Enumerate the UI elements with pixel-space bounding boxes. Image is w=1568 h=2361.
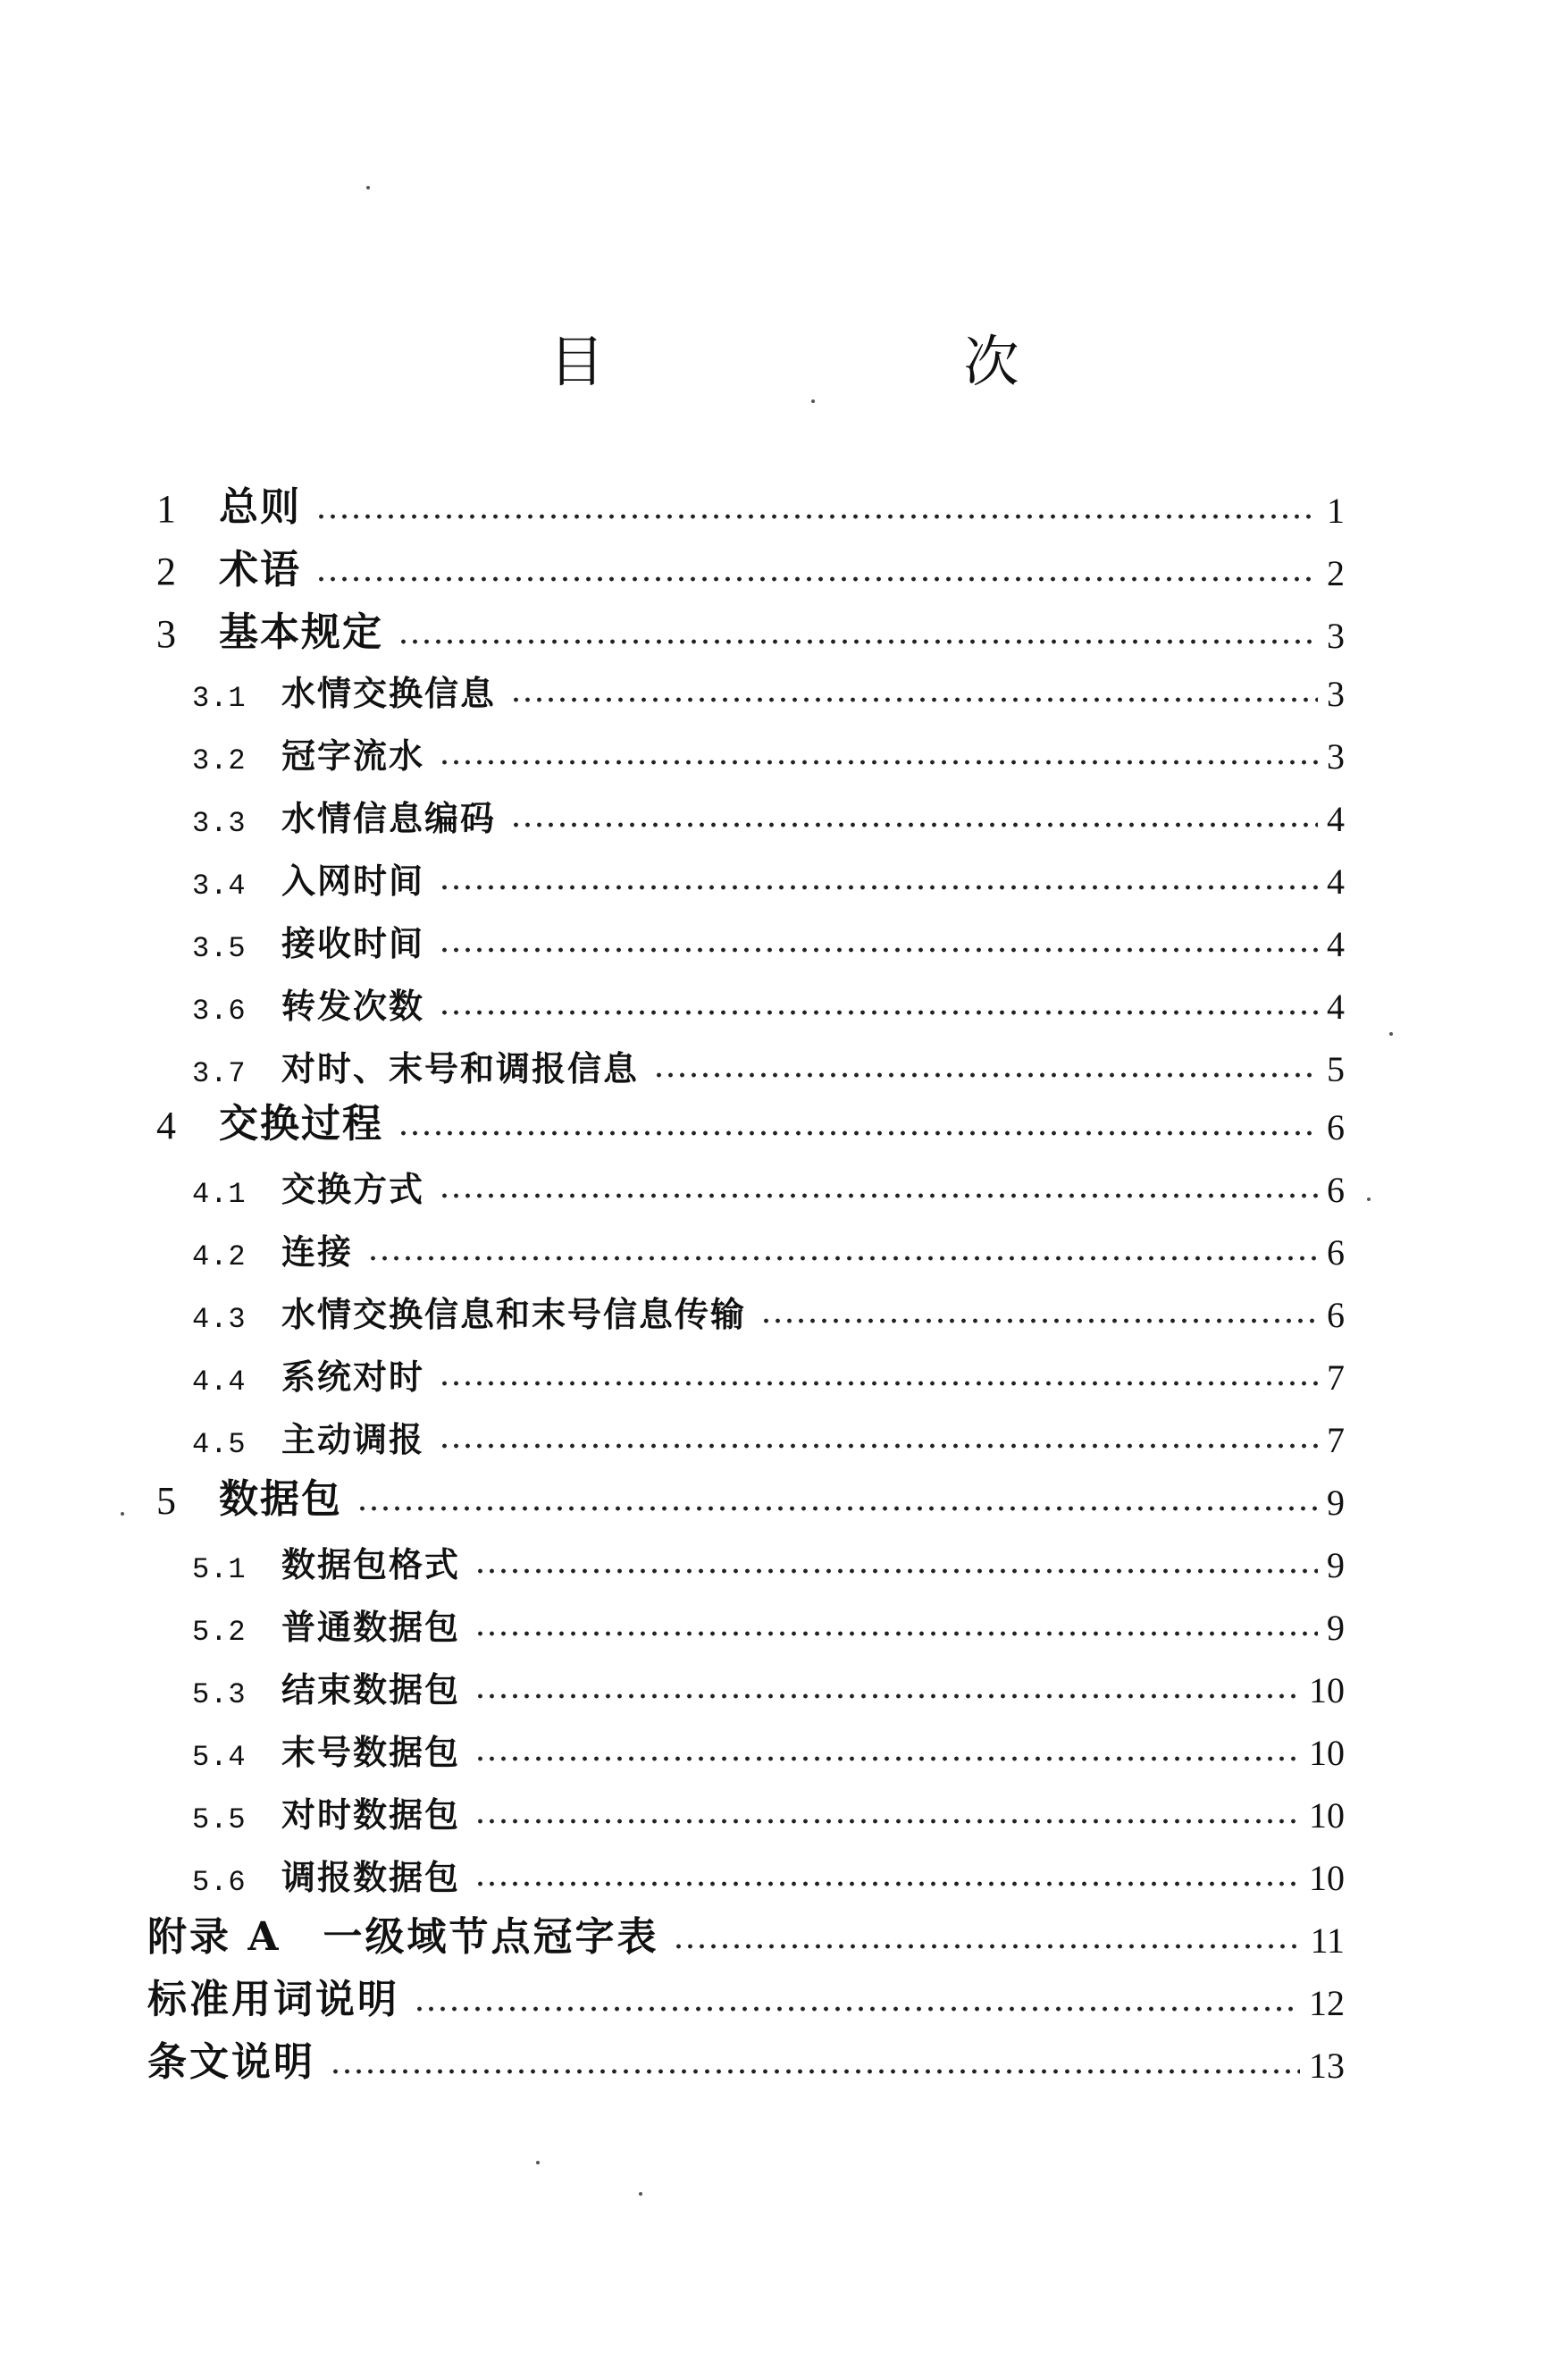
toc-entry-label: 对时、末号和调报信息 [281,1048,640,1088]
toc-entry[interactable] [156,1095,1345,1148]
toc-entry-number: 5.5 [192,1803,247,1836]
dot-leader [398,1127,1318,1139]
toc-entry-page-number: 6 [1327,1170,1345,1210]
toc-entry-number: 3.3 [192,807,247,840]
dot-leader [315,573,1318,585]
toc-entry-number: 1 [156,487,176,531]
toc-entry[interactable] [156,478,1345,532]
toc-entry-number: 5 [156,1479,176,1523]
scan-speck [536,2161,540,2164]
scan-speck [366,186,370,189]
toc-entry-page-number: 5 [1327,1049,1345,1089]
dot-leader [760,1315,1318,1327]
toc-entry-number: 3.6 [192,995,247,1028]
toc-entry-label: 连接 [281,1231,354,1272]
toc-entry-label: 水情交换信息 [281,673,497,713]
toc-entry-label: 冠字流水 [281,735,425,776]
toc-entry-number: 4.3 [192,1303,247,1336]
toc-entry-number: 3.1 [192,682,247,715]
toc-entry-page-number: 10 [1309,1733,1345,1773]
toc-entry[interactable] [192,1720,1345,1774]
toc-entry-label: 水情信息编码 [281,798,497,838]
dot-leader [356,1502,1318,1515]
toc-entry-label: 交换过程 [219,1101,383,1147]
toc-entry-label: 结束数据包 [281,1669,461,1710]
dot-leader [439,1189,1318,1202]
toc-entry-label: 对时数据包 [281,1794,461,1835]
dot-leader [414,2003,1300,2015]
toc-entry-label: 入网时间 [281,861,425,901]
toc-entry-label: 水情交换信息和末号信息传输 [281,1294,747,1334]
dot-leader [474,1690,1300,1702]
toc-entry-number: 3.4 [192,870,247,903]
toc-entry-page-number: 12 [1309,1983,1345,2023]
dot-leader [474,1878,1300,1890]
toc-entry[interactable] [192,1533,1345,1586]
toc-entry-page-number: 3 [1327,616,1345,656]
toc-entry[interactable] [192,724,1345,777]
toc-entry[interactable] [192,1783,1345,1836]
toc-entry-number: 5.3 [192,1678,247,1711]
toc-entry-label: 标准用词说明 [147,1977,399,2022]
toc-entry-label: 术语 [219,547,301,592]
toc-entry-number: 3.2 [192,744,247,777]
scan-speck [1389,1032,1393,1036]
toc-entry-page-number: 4 [1327,861,1345,902]
toc-entry[interactable] [147,1970,1345,2024]
toc-entry-number: 3.7 [192,1057,247,1090]
toc-entry[interactable] [192,1157,1345,1211]
dot-leader [474,1627,1318,1640]
toc-entry-label: 交换方式 [281,1169,425,1209]
toc-entry[interactable] [147,1908,1345,1962]
toc-entry-page-number: 2 [1327,553,1345,593]
toc-entry[interactable] [192,1037,1345,1090]
dot-leader [474,1752,1300,1765]
toc-entry[interactable] [156,541,1345,594]
toc-entry-page-number: 4 [1327,799,1345,839]
dot-leader [474,1565,1318,1577]
toc-entry-label: 末号数据包 [281,1732,461,1772]
toc-entry-number: 4.5 [192,1428,247,1461]
toc-entry-number: 3.5 [192,932,247,965]
toc-entry-page-number: 11 [1310,1920,1345,1961]
toc-entry-page-number: 1 [1327,491,1345,531]
dot-leader [439,881,1318,894]
dot-leader [510,693,1318,706]
toc-entry-number: 4.2 [192,1240,247,1273]
toc-entry[interactable] [192,974,1345,1028]
toc-entry-page-number: 3 [1327,674,1345,714]
page-title: 目 次 [549,329,1171,394]
toc-entry[interactable] [192,786,1345,840]
dot-leader [653,1069,1318,1081]
toc-entry-page-number: 10 [1309,1795,1345,1836]
dot-leader [439,1377,1318,1390]
toc-entry-page-number: 10 [1309,1670,1345,1710]
dot-leader [439,1006,1318,1019]
toc-entry-number: 5.1 [192,1553,247,1586]
dot-leader [367,1252,1318,1265]
dot-leader [398,635,1318,648]
toc-entry-number: 5.2 [192,1616,247,1649]
dot-leader [474,1815,1300,1827]
toc-entry-page-number: 6 [1327,1232,1345,1273]
toc-entry-label: 附录 A 一级域节点冠字表 [147,1914,659,1960]
toc-entry[interactable] [192,1345,1345,1399]
toc-entry[interactable] [192,849,1345,903]
toc-entry-label: 转发次数 [281,986,425,1026]
dot-leader [315,510,1318,523]
toc-entry-page-number: 4 [1327,987,1345,1027]
toc-entry-label: 主动调报 [281,1419,425,1459]
toc-entry-number: 5.4 [192,1741,247,1774]
toc-entry[interactable] [192,1407,1345,1461]
toc-entry[interactable] [192,912,1345,965]
toc-entry[interactable] [156,603,1345,657]
toc-entry[interactable] [192,661,1345,715]
toc-entry[interactable] [192,1845,1345,1899]
toc-entry-label: 基本规定 [219,609,383,655]
toc-entry-number: 4.1 [192,1178,247,1211]
dot-leader [439,756,1318,769]
toc-entry-label: 普通数据包 [281,1607,461,1647]
scan-speck [121,1512,124,1516]
toc-entry-number: 3 [156,612,176,656]
toc-entry-page-number: 13 [1309,2046,1345,2086]
toc-entry-page-number: 9 [1327,1545,1345,1585]
toc-entry-page-number: 6 [1327,1107,1345,1147]
toc-entry-number: 5.6 [192,1866,247,1899]
toc-entry-page-number: 3 [1327,736,1345,777]
toc-entry-label: 总则 [219,484,301,530]
toc-entry-label: 接收时间 [281,923,425,963]
toc-entry-label: 条文说明 [147,2039,315,2085]
toc-entry-label: 调报数据包 [281,1857,461,1897]
toc-entry-label: 数据包格式 [281,1544,461,1584]
toc-entry-label: 系统对时 [281,1357,425,1397]
toc-entry-number: 2 [156,550,176,593]
toc-entry-page-number: 4 [1327,924,1345,964]
scan-speck [1367,1197,1371,1201]
dot-leader [330,2065,1300,2078]
dot-leader [439,944,1318,956]
dot-leader [510,819,1318,831]
toc-entry-page-number: 6 [1327,1295,1345,1335]
toc-entry-page-number: 9 [1327,1483,1345,1523]
toc-entry-page-number: 7 [1327,1420,1345,1460]
toc-entry[interactable] [147,2033,1345,2087]
dot-leader [673,1940,1301,1953]
toc-entry[interactable] [156,1470,1345,1524]
toc-entry[interactable] [192,1282,1345,1336]
dot-leader [439,1440,1318,1452]
toc-entry[interactable] [192,1658,1345,1711]
toc-entry-label: 数据包 [219,1476,342,1522]
toc-entry-number: 4 [156,1104,176,1147]
scan-speck [811,399,815,403]
scan-speck [639,2192,642,2196]
toc-entry-number: 4.4 [192,1365,247,1399]
toc-entry-page-number: 9 [1327,1608,1345,1648]
toc-entry-page-number: 7 [1327,1357,1345,1398]
toc-entry[interactable] [192,1595,1345,1649]
toc-entry[interactable] [192,1220,1345,1273]
toc-entry-page-number: 10 [1309,1858,1345,1898]
